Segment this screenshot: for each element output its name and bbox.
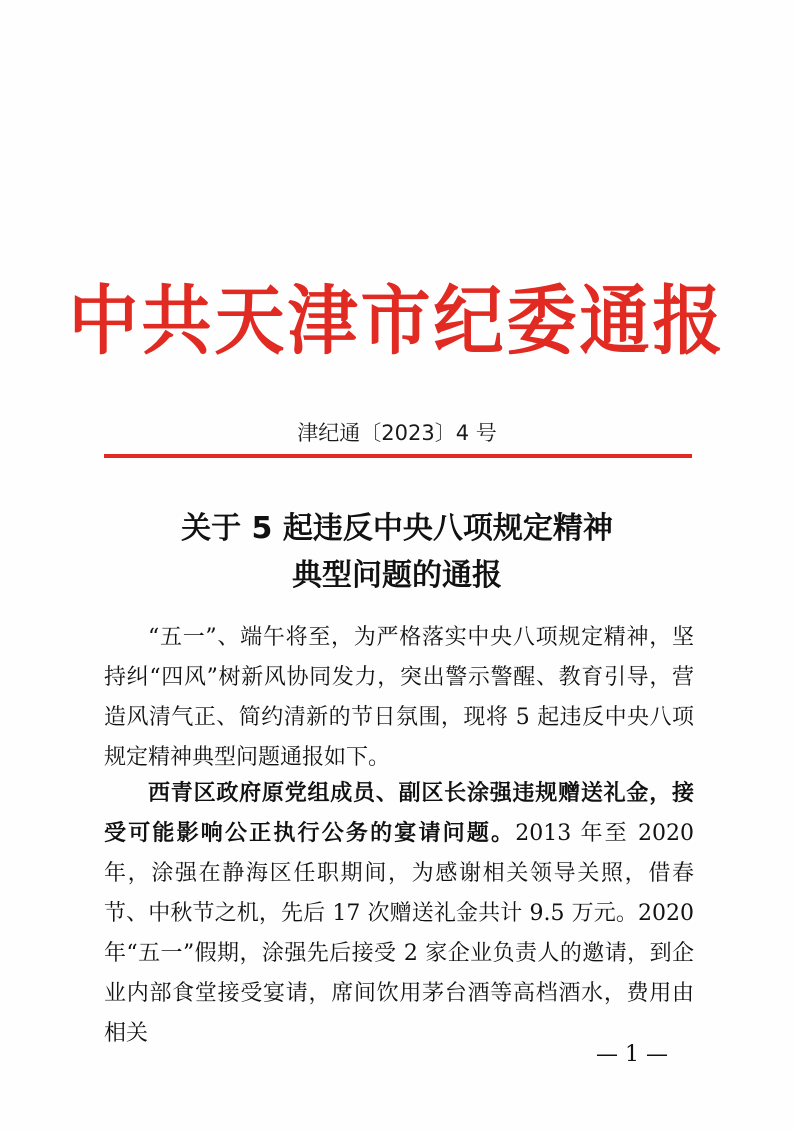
body-paragraph-1 xyxy=(104,618,694,778)
document-number: 津纪通〔2023〕4 号 xyxy=(297,421,497,445)
document-title xyxy=(0,505,794,599)
document-title-line-2: 典型问题的通报 xyxy=(292,558,502,593)
page-number: — 1 — xyxy=(596,1042,668,1067)
masthead-title: 中共天津市纪委通报 xyxy=(68,276,726,366)
case-heading: 西青区政府原党组成员、副区长涂强违规赠送礼金，接受可能影响公正执行公务的宴请问题。 xyxy=(104,781,694,846)
document-title-line-1: 关于 5 起违反中央八项规定精神 xyxy=(181,511,613,546)
case-details: 2013 年至 2020 年，涂强在静海区任职期间，为感谢相关领导关照，借春节、中秋节之机，先后 17 次赠送礼金共计 9.5 万元。2020 年“五一”假期，涂强先后接受 2 家企业负责人的邀请，到企业内部食堂接受宴请，席间饮用茅台酒等高档酒水，费用由相关 xyxy=(104,821,694,1046)
paragraph-text: “五一”、端午将至，为严格落实中央八项规定精神，坚持纠“四风”树新风协同发力，突出警示警醒、教育引导，营造风清气正、简约清新的节日氛围，现将 5 起违反中央八项规定精神典型问题通报如下。 xyxy=(104,625,694,770)
body-paragraph-2 xyxy=(104,774,694,1054)
red-divider-rule xyxy=(104,454,692,458)
paragraph-content xyxy=(104,774,694,1054)
